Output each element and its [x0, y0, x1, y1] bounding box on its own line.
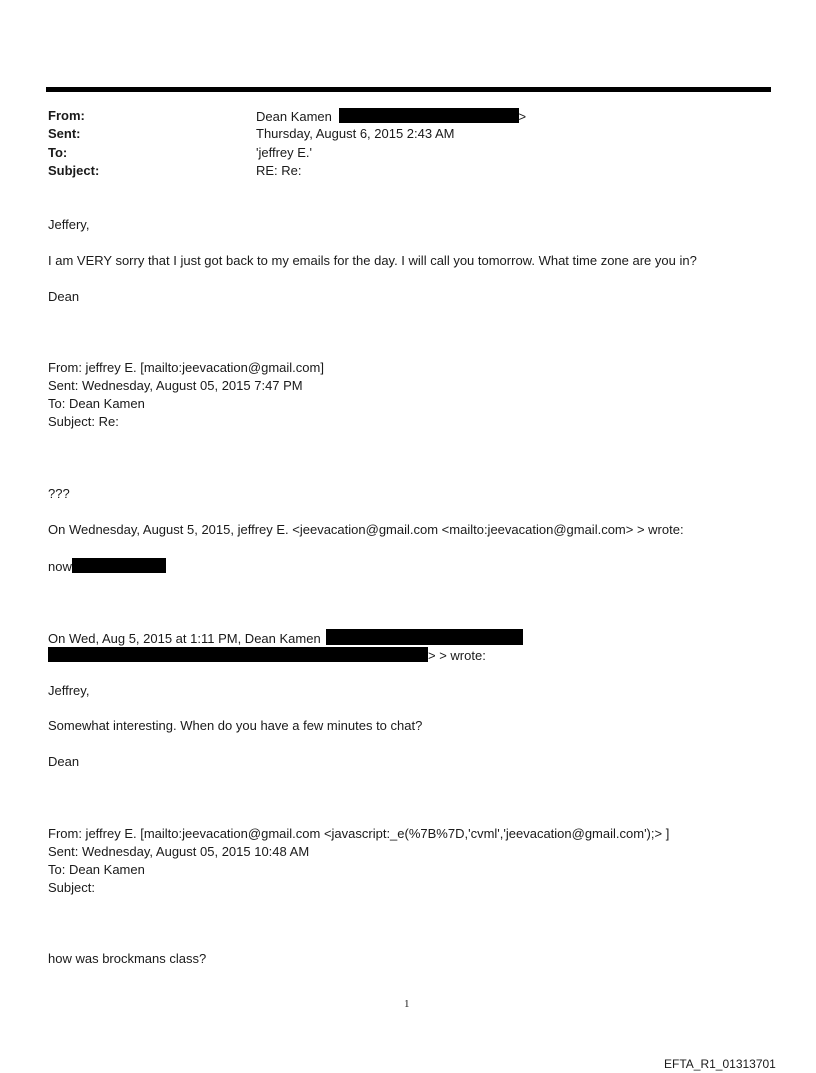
- quoted1-from: From: jeffrey E. [mailto:jeevacation@gmail.com]: [48, 360, 324, 375]
- quoted1-text: ???: [48, 486, 70, 501]
- subject-label: Subject:: [48, 163, 100, 178]
- body-signoff: Dean: [48, 289, 80, 304]
- body-message: I am VERY sorry that I just got back to my emails for the day. I will call you tomorrow. What time zone are you in?: [48, 253, 697, 268]
- quoted1-now: now: [48, 559, 72, 574]
- from-name: Dean Kamen: [256, 109, 332, 124]
- quoted3-text: how was brockmans class?: [48, 951, 207, 966]
- from-tail: >: [518, 109, 527, 124]
- quoted1-subject: Subject: Re:: [48, 414, 119, 429]
- from-label: From:: [48, 108, 85, 123]
- quoted1-now-line: [48, 558, 166, 575]
- sent-label: Sent:: [48, 126, 81, 141]
- quoted3-sent: Sent: Wednesday, August 05, 2015 10:48 AM: [48, 844, 310, 859]
- subject-value: RE: Re:: [256, 163, 302, 178]
- quoted1-sent: Sent: Wednesday, August 05, 2015 7:47 PM: [48, 378, 303, 393]
- document-id: EFTA_R1_01313701: [664, 1057, 776, 1071]
- quoted3-subject: Subject:: [48, 880, 95, 895]
- redaction-box: [326, 629, 523, 645]
- redaction-box: [48, 647, 428, 662]
- quoted2-wrote: > > wrote:: [428, 648, 486, 663]
- to-label: To:: [48, 145, 68, 160]
- quoted3-to: To: Dean Kamen: [48, 862, 145, 877]
- from-value: [256, 108, 526, 125]
- header-rule: [46, 87, 771, 92]
- quoted2-greeting: Jeffrey,: [48, 683, 90, 698]
- to-value: 'jeffrey E.': [256, 145, 313, 160]
- quoted1-wrote: On Wednesday, August 5, 2015, jeffrey E. <jeevacation@gmail.com <mailto:jeevacation@gmail.com> > wrote:: [48, 522, 684, 537]
- quoted2-wrote-line: [48, 647, 486, 664]
- quoted2-on-line: [48, 629, 523, 647]
- sent-value: Thursday, August 6, 2015 2:43 AM: [256, 126, 455, 141]
- quoted2-on-text: On Wed, Aug 5, 2015 at 1:11 PM, Dean Kamen: [48, 631, 321, 646]
- redaction-box: [72, 558, 166, 573]
- quoted2-signoff: Dean: [48, 754, 80, 769]
- quoted1-to: To: Dean Kamen: [48, 396, 145, 411]
- page-number: 1: [404, 998, 410, 1010]
- quoted3-from: From: jeffrey E. [mailto:jeevacation@gmail.com <javascript:_e(%7B%7D,'cvml','jeevacation@gmail.com');> ]: [48, 826, 670, 841]
- quoted2-text: Somewhat interesting. When do you have a few minutes to chat?: [48, 718, 423, 733]
- body-greeting: Jeffery,: [48, 217, 90, 232]
- redaction-box: [339, 108, 519, 123]
